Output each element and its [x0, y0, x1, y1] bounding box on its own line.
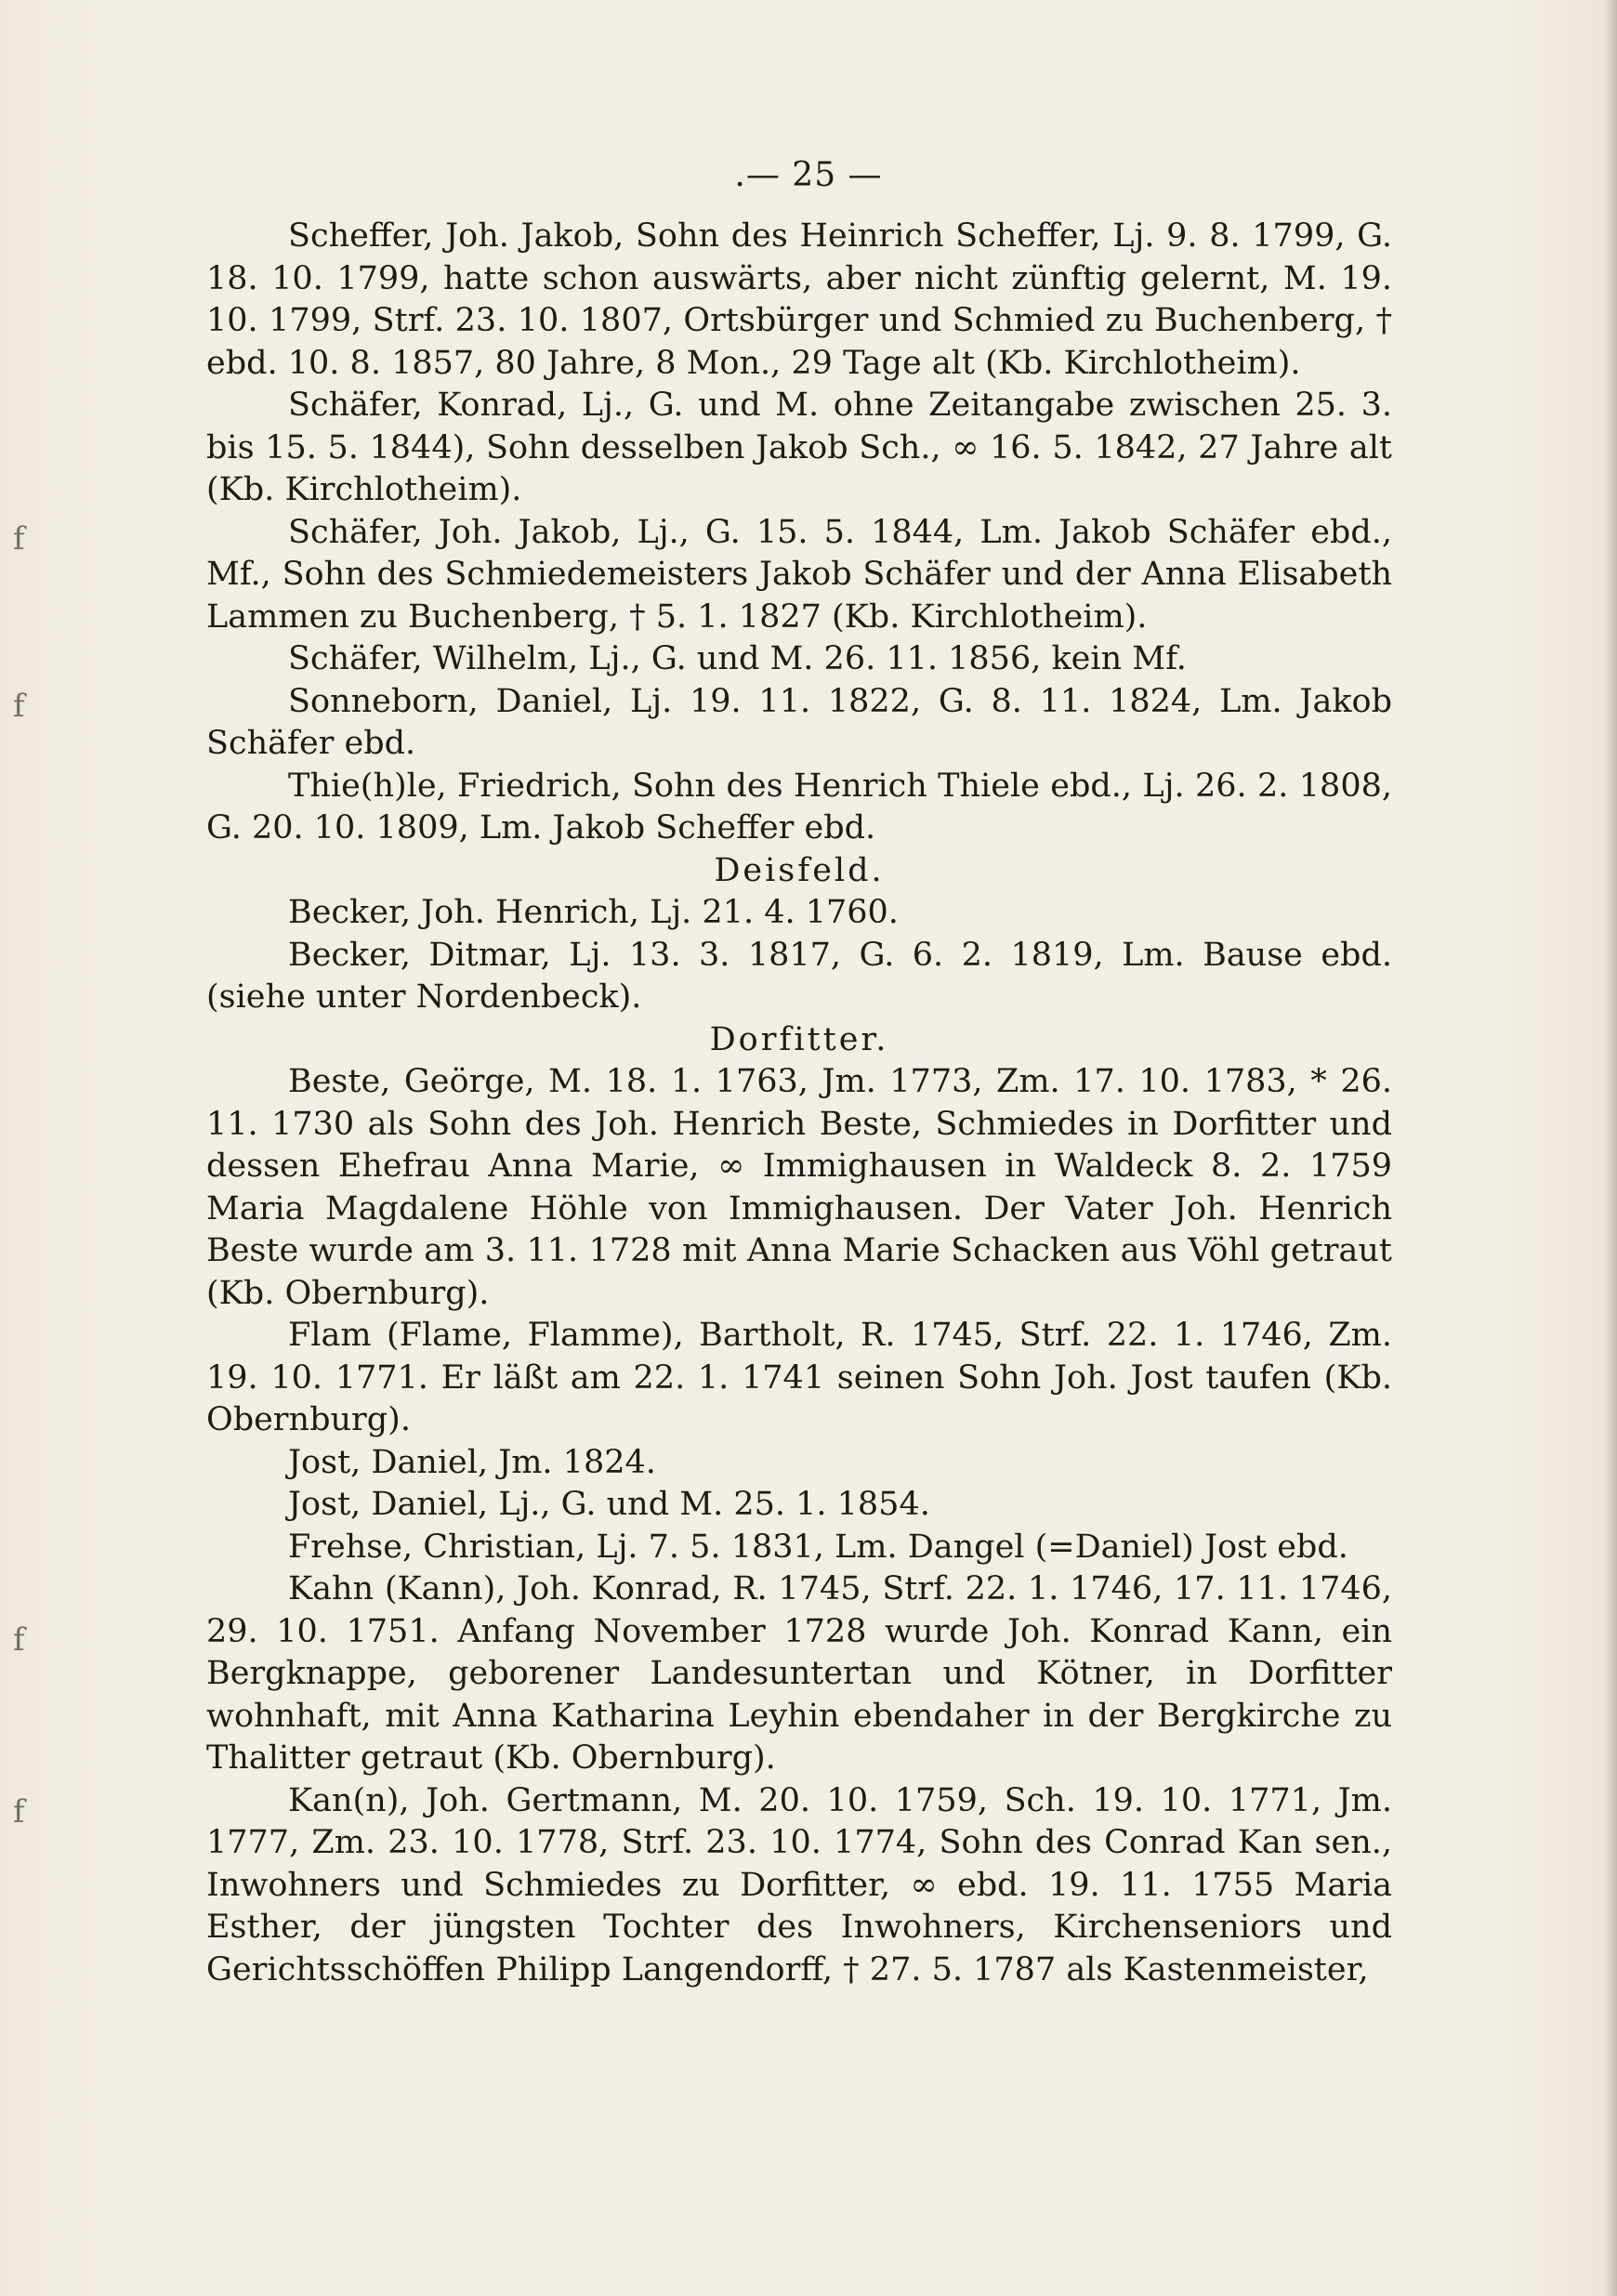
text-body — [206, 216, 1392, 1991]
register-entry: Schäfer, Konrad, Lj., G. und M. ohne Zeitangabe zwischen 25. 3. bis 15. 5. 1844), Sohn desselben Jakob Sch., ∞ 16. 5. 1842, 27 Jahre alt (Kb. Kirchlotheim). — [206, 387, 1392, 508]
section-heading: Dorfitter. — [709, 1020, 889, 1058]
section-heading: Deisfeld. — [714, 851, 885, 889]
register-entry: Jost, Daniel, Lj., G. und M. 25. 1. 1854. — [288, 1486, 930, 1523]
register-entry: Kahn (Kann), Joh. Konrad, R. 1745, Strf. 22. 1. 1746, 17. 11. 1746, 29. 10. 1751. Anfang November 1728 wurde Joh. Konrad Kann, ein Bergknappe, geborener Landesuntertan und Kötner, in Dorfitter wohnhaft, mit Anna Katharina Leyhin ebendaher in der Bergkirche zu Thalitter getraut (Kb. Obernburg). — [206, 1570, 1392, 1777]
register-entry: Sonneborn, Daniel, Lj. 19. 11. 1822, G. 8. 11. 1824, Lm. Jakob Schäfer ebd. — [206, 682, 1392, 762]
register-entry: Frehse, Christian, Lj. 7. 5. 1831, Lm. Dangel (=Daniel) Jost ebd. — [288, 1528, 1348, 1566]
page-number: .— 25 — — [734, 156, 883, 194]
margin-mark: f — [13, 520, 25, 558]
margin-mark: f — [13, 1793, 25, 1830]
register-entry: Schäfer, Joh. Jakob, Lj., G. 15. 5. 1844, Lm. Jakob Schäfer ebd., Mf., Sohn des Schmiedemeisters Jakob Schäfer und der Anna Elisabeth Lammen zu Buchenberg, † 5. 1. 1827 (Kb. Kirchlotheim). — [206, 513, 1392, 636]
register-entry: Flam (Flame, Flamme), Bartholt, R. 1745, Strf. 22. 1. 1746, Zm. 19. 10. 1771. Er läßt am 22. 1. 1741 seinen Sohn Joh. Jost taufen (Kb. Obernburg). — [206, 1317, 1392, 1438]
register-entry: Jost, Daniel, Jm. 1824. — [288, 1443, 656, 1481]
register-entry: Kan(n), Joh. Gertmann, M. 20. 10. 1759, Sch. 19. 10. 1771, Jm. 1777, Zm. 23. 10. 1778, Strf. 23. 10. 1774, Sohn des Conrad Kan sen., Inwohners und Schmiedes zu Dorfitter, ∞ ebd. 19. 11. 1755 Maria Esther, der jüngsten Tochter des Inwohners, Kirchenseniors und Gerichtsschöffen Philipp Langendorff, † 27. 5. 1787 als Kastenmeister, — [206, 1781, 1392, 1988]
margin-mark: f — [13, 688, 25, 725]
register-entry: Becker, Joh. Henrich, Lj. 21. 4. 1760. — [288, 894, 899, 931]
register-entry: Schäfer, Wilhelm, Lj., G. und M. 26. 11. 1856, kein Mf. — [288, 640, 1187, 677]
margin-mark: f — [13, 1621, 25, 1659]
page-edge-shadow — [1604, 0, 1617, 2296]
register-entry: Becker, Ditmar, Lj. 13. 3. 1817, G. 6. 2. 1819, Lm. Bause ebd. (siehe unter Nordenbeck). — [206, 936, 1392, 1016]
register-entry: Beste, Geörge, M. 18. 1. 1763, Jm. 1773, Zm. 17. 10. 1783, * 26. 11. 1730 als Sohn des Joh. Henrich Beste, Schmiedes in Dorfitter und dessen Ehefrau Anna Marie, ∞ Immighausen in Waldeck 8. 2. 1759 Maria Magdalene Höhle von Immighausen. Der Vater Joh. Henrich Beste wurde am 3. 11. 1728 mit Anna Marie Schacken aus Vöhl getraut (Kb. Obernburg). — [206, 1063, 1392, 1312]
register-entry: Scheffer, Joh. Jakob, Sohn des Heinrich Scheffer, Lj. 9. 8. 1799, G. 18. 10. 1799, hatte schon auswärts, aber nicht zünftig gelernt, M. 19. 10. 1799, Strf. 23. 10. 1807, Ortsbürger und Schmied zu Buchenberg, † ebd. 10. 8. 1857, 80 Jahre, 8 Mon., 29 Tage alt (Kb. Kirchlotheim). — [206, 217, 1392, 382]
register-entry: Thie(h)le, Friedrich, Sohn des Henrich Thiele ebd., Lj. 26. 2. 1808, G. 20. 10. 1809, Lm. Jakob Scheffer ebd. — [206, 767, 1392, 846]
